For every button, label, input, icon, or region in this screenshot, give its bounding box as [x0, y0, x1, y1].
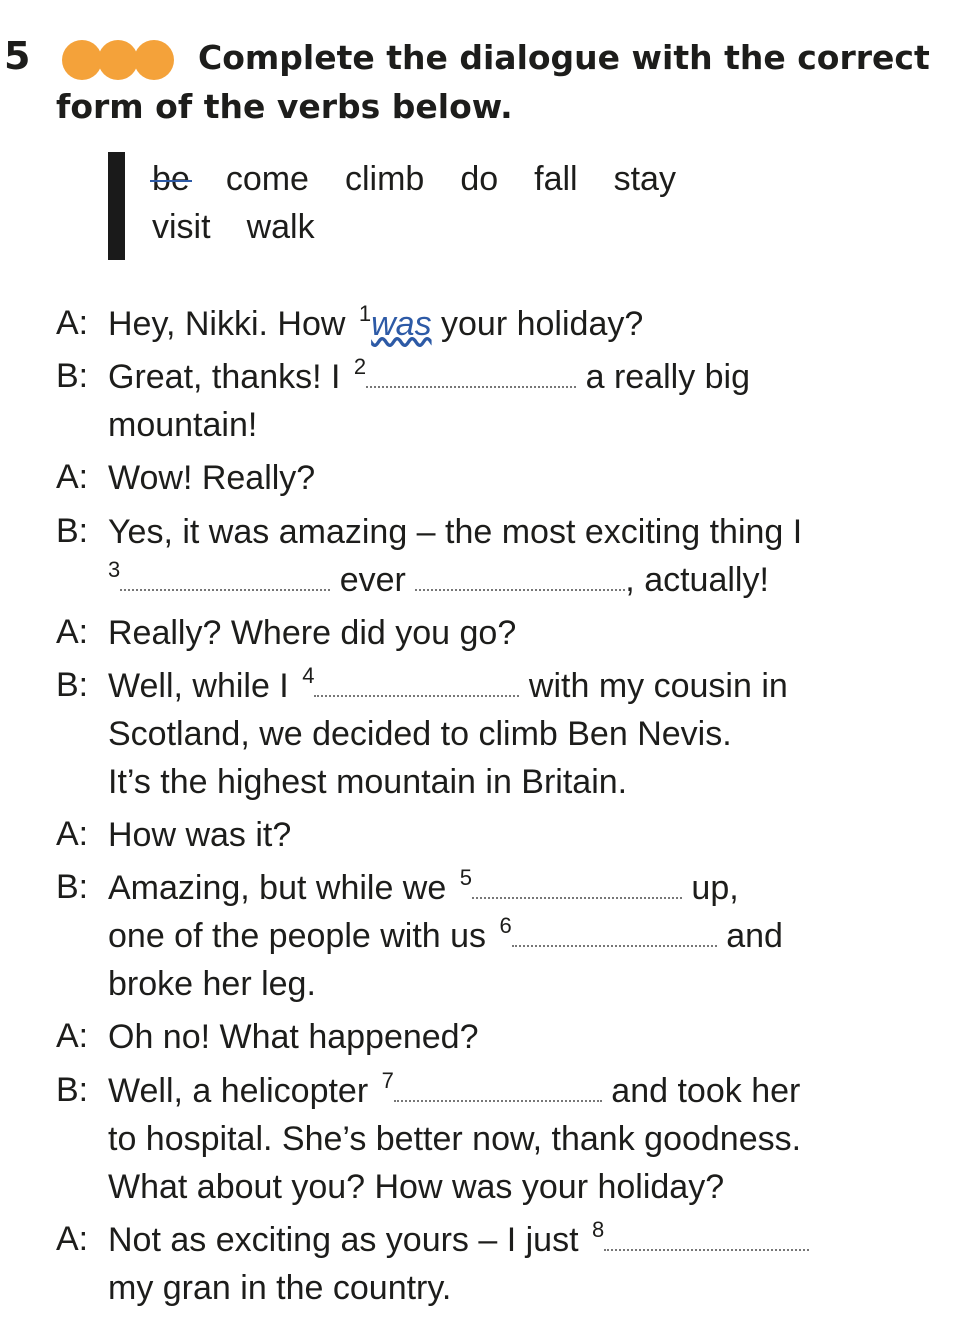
- word-item: walk: [246, 208, 315, 246]
- speaker-label: A:: [56, 613, 89, 651]
- dialogue-line: [108, 354, 751, 401]
- answer-blank[interactable]: [314, 694, 519, 697]
- speaker-label: B:: [56, 1071, 89, 1109]
- line-text: and: [716, 917, 783, 955]
- word-box: [108, 152, 748, 260]
- dialogue-line: How was it?: [108, 816, 292, 854]
- dialogue-line: my gran in the country.: [108, 1269, 452, 1307]
- word-row-2: [152, 208, 351, 247]
- speaker-label: A:: [56, 1220, 89, 1258]
- dialogue-line: What about you? How was your holiday?: [108, 1168, 725, 1206]
- line-text: up,: [681, 869, 739, 907]
- line-text: Well, a helicopter: [108, 1072, 378, 1110]
- answer-blank[interactable]: [415, 588, 625, 591]
- word-row-1: [152, 160, 712, 199]
- line-text: one of the people with us: [108, 917, 496, 955]
- speaker-label: B:: [56, 666, 89, 704]
- word-box-bar: [108, 152, 125, 260]
- dialogue-line: [108, 865, 739, 912]
- line-text: Not as exciting as yours – I just: [108, 1221, 588, 1259]
- speaker-label: B:: [56, 868, 89, 906]
- line-text: your holiday?: [431, 305, 644, 343]
- dialogue-line: broke her leg.: [108, 965, 316, 1003]
- answer-blank[interactable]: [366, 385, 576, 388]
- answer-blank[interactable]: [604, 1248, 809, 1251]
- gap-number: 7: [381, 1068, 394, 1093]
- dialogue-line: Scotland, we decided to climb Ben Nevis.: [108, 715, 732, 753]
- gap-number: 3: [108, 557, 121, 582]
- word-item: fall: [534, 160, 578, 198]
- line-text: ever: [330, 561, 416, 599]
- speaker-label: A:: [56, 304, 89, 342]
- dialogue-line: Really? Where did you go?: [108, 614, 517, 652]
- instruction-line-1: Complete the dialogue with the correct: [198, 38, 930, 77]
- dialogue-line: [108, 301, 644, 348]
- difficulty-dot: [98, 40, 138, 80]
- dialogue-line: Wow! Really?: [108, 459, 316, 497]
- word-item-struck: be: [152, 160, 190, 198]
- difficulty-dot: [62, 40, 102, 80]
- answer-blank[interactable]: [472, 896, 682, 899]
- dialogue-line: Oh no! What happened?: [108, 1018, 479, 1056]
- speaker-label: B:: [56, 512, 89, 550]
- line-text: and took her: [601, 1072, 801, 1110]
- dialogue-line: It’s the highest mountain in Britain.: [108, 763, 628, 801]
- word-item: visit: [152, 208, 211, 246]
- gap-number: 8: [591, 1217, 605, 1242]
- word-item: climb: [344, 160, 425, 198]
- line-text: Great, thanks! I: [108, 358, 350, 396]
- answer-blank[interactable]: [120, 588, 330, 591]
- dialogue-line: Yes, it was amazing – the most exciting thing I: [108, 513, 803, 551]
- answer-blank[interactable]: [394, 1099, 602, 1102]
- speaker-label: B:: [56, 357, 89, 395]
- word-item: stay: [613, 160, 676, 198]
- dialogue-line: [108, 1068, 801, 1115]
- speaker-label: A:: [56, 1017, 89, 1055]
- dialogue-line: [108, 1217, 809, 1264]
- line-text: a really big: [576, 358, 751, 396]
- dialogue-line: to hospital. She’s better now, thank goodness.: [108, 1120, 802, 1158]
- line-text: Hey, Nikki. How: [108, 305, 355, 343]
- difficulty-dot: [134, 40, 174, 80]
- example-answer: was: [371, 305, 432, 343]
- line-text: Well, while I: [108, 667, 299, 705]
- word-item: come: [225, 160, 309, 198]
- speaker-label: A:: [56, 458, 89, 496]
- instruction-line-2: form of the verbs below.: [56, 87, 513, 126]
- line-text: , actually!: [625, 561, 769, 599]
- gap-number: 2: [353, 354, 367, 379]
- line-text: with my cousin in: [519, 667, 788, 705]
- gap-number: 4: [302, 663, 315, 688]
- dialogue-line: mountain!: [108, 406, 258, 444]
- gap-number: 6: [499, 913, 512, 938]
- gap-number: 5: [459, 865, 472, 890]
- dialogue-line: [108, 557, 769, 604]
- line-text: Amazing, but while we: [108, 869, 456, 907]
- word-item: do: [460, 160, 499, 198]
- dialogue-line: [108, 663, 788, 710]
- dialogue-line: [108, 913, 783, 960]
- speaker-label: A:: [56, 815, 89, 853]
- difficulty-dots: [62, 40, 170, 80]
- gap-number: 1: [358, 301, 372, 326]
- answer-blank[interactable]: [512, 944, 717, 947]
- exercise-number: 5: [4, 34, 31, 78]
